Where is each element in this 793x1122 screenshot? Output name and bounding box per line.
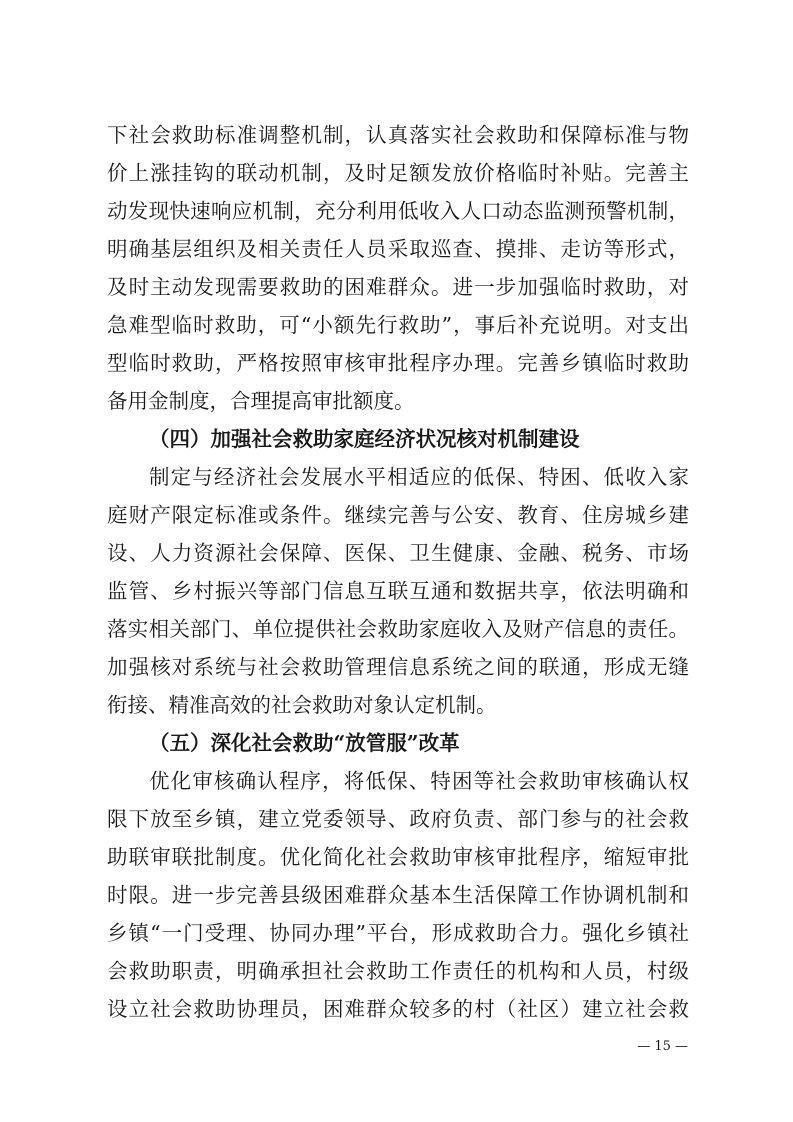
body-text-line: 助联审联批制度。优化简化社会救助审核审批程序，缩短审批 — [107, 845, 689, 869]
body-text-line: 动发现快速响应机制，充分利用低收入人口动态监测预警机制， — [107, 199, 689, 223]
body-text-line: 落实相关部门、单位提供社会救助家庭收入及财产信息的责任。 — [107, 617, 689, 641]
body-text-line: 庭财产限定标准或条件。继续完善与公安、教育、住房城乡建 — [107, 503, 689, 527]
body-text-line: 加强核对系统与社会救助管理信息系统之间的联通，形成无缝 — [107, 655, 689, 679]
body-text-line: 会救助职责，明确承担社会救助工作责任的机构和人员，村级 — [107, 959, 689, 983]
body-text-line: 乡镇“一门受理、协同办理”平台，形成救助合力。强化乡镇社 — [107, 921, 689, 945]
body-text-line: 明确基层组织及相关责任人员采取巡查、摸排、走访等形式， — [107, 237, 689, 261]
body-text-line: 价上涨挂钩的联动机制，及时足额发放价格临时补贴。完善主 — [107, 161, 689, 185]
body-text-line: 设、人力资源社会保障、医保、卫生健康、金融、税务、市场 — [107, 541, 689, 565]
section-heading: （五）深化社会救助“放管服”改革 — [149, 731, 460, 755]
body-text-line: 限下放至乡镇，建立党委领导、政府负责、部门参与的社会救 — [107, 807, 689, 831]
body-text-line: 监管、乡村振兴等部门信息互联互通和数据共享，依法明确和 — [107, 579, 689, 603]
body-text-line: 衔接、精准高效的社会救助对象认定机制。 — [107, 693, 497, 717]
paragraph-first-line: 优化审核确认程序，将低保、特困等社会救助审核确认权 — [149, 769, 689, 793]
section-heading: （四）加强社会救助家庭经济状况核对机制建设 — [149, 427, 580, 451]
body-text-line: 型临时救助，严格按照审核审批程序办理。完善乡镇临时救助 — [107, 351, 689, 375]
body-text-line: 及时主动发现需要救助的困难群众。进一步加强临时救助，对 — [107, 275, 689, 299]
paragraph-first-line: 制定与经济社会发展水平相适应的低保、特困、低收入家 — [149, 465, 689, 489]
body-text-line: 下社会救助标准调整机制，认真落实社会救助和保障标准与物 — [107, 123, 689, 147]
page-number: — 15 — — [637, 1039, 688, 1054]
body-text-line: 时限。进一步完善县级困难群众基本生活保障工作协调机制和 — [107, 883, 689, 907]
body-text-line: 设立社会救助协理员，困难群众较多的村（社区）建立社会救 — [107, 997, 689, 1021]
body-text-line: 急难型临时救助，可“小额先行救助”，事后补充说明。对支出 — [107, 313, 689, 337]
body-text-line: 备用金制度，合理提高审批额度。 — [107, 389, 415, 413]
